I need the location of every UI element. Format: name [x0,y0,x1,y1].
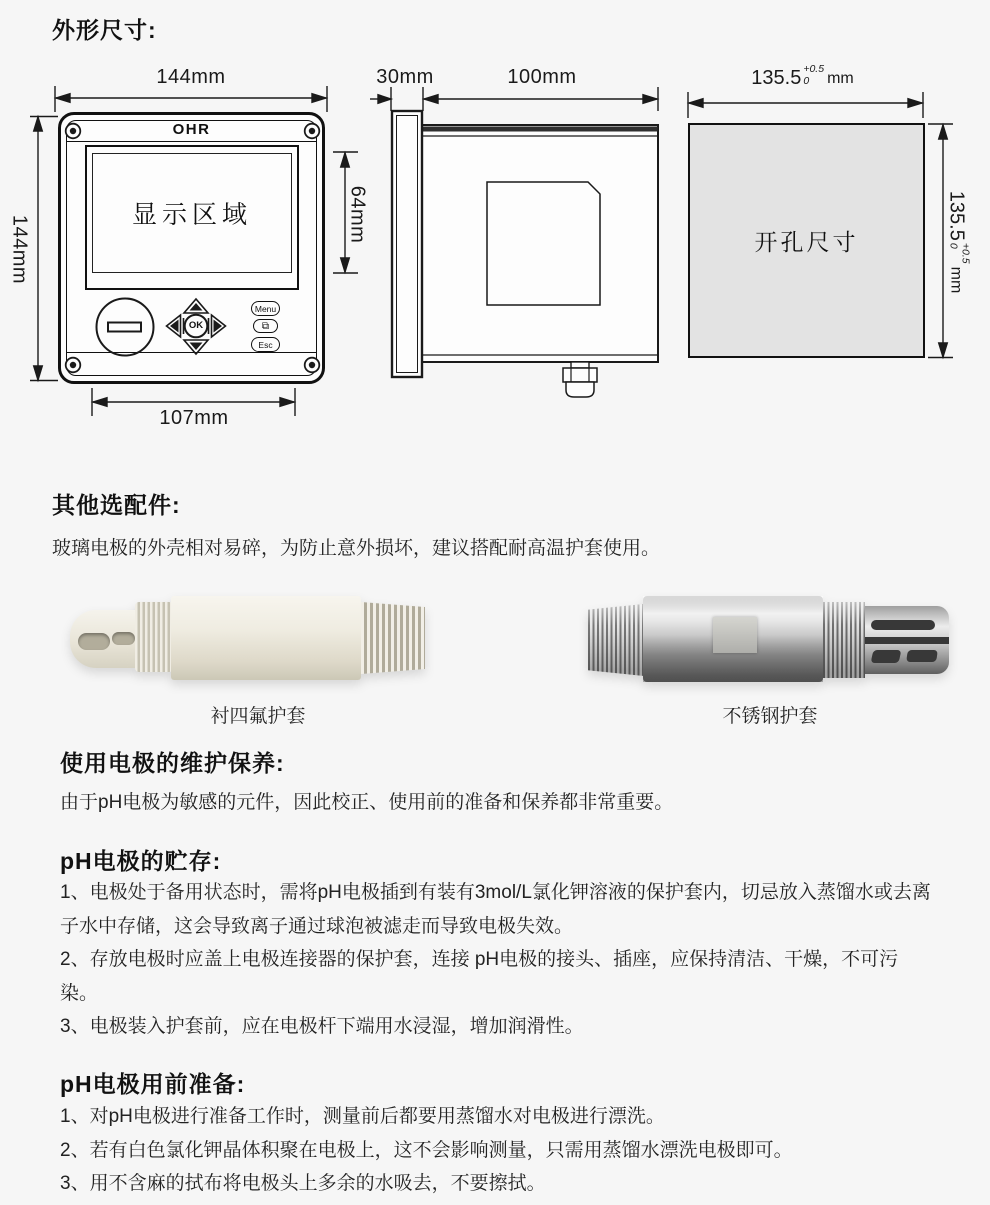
accessories-description: 玻璃电极的外壳相对易碎，为防止意外损坏，建议搭配耐高温护套使用。 [52,538,661,559]
stainless-end-slot [871,620,935,630]
cutout-width-unit: mm [827,69,854,87]
ptfe-tip-slot [112,632,135,645]
dim-cutout-height [946,150,970,335]
side-view-drawing [392,111,658,397]
preparation-title: pH电极用前准备: [60,1071,246,1097]
dim-front-width: 144mm [156,66,226,88]
stainless-end-slot [871,650,902,663]
dim-display-height: 64mm [346,185,369,244]
stainless-sheath-label: 不锈钢护套 [722,706,818,727]
page-switch-key-icon: ⧉ [253,319,278,333]
preparation-list [60,1100,940,1201]
ptfe-sheath-image [55,582,440,687]
ptfe-tip [70,610,140,668]
stainless-sheath-image [585,582,955,687]
section-outline-title: 外形尺寸: [52,17,157,43]
stainless-body-tag [713,617,757,653]
cutout-height-tolerance: +0.5 0 [948,242,972,264]
stainless-body [643,596,823,682]
front-view-top-divider [67,141,316,142]
ptfe-body [171,596,361,680]
ok-key-label: OK [188,320,204,331]
storage-item: 3、电极装入护套前，应在电极杆下端用水浸湿，增加润滑性。 [60,1016,584,1037]
dim-front-height: 144mm [8,214,31,285]
storage-title: pH电极的贮存: [60,848,222,874]
dim-front-bottom-width: 107mm [159,407,229,429]
preparation-item: 2、若有白色氯化钾晶体积聚在电极上，这不会影响测量，只需用蒸馏水漂洗电极即可。 [60,1139,793,1161]
cutout-height-value: 135.5 [945,190,968,241]
ptfe-sheath-label: 衬四氟护套 [210,706,306,727]
preparation-item: 1、对pH电极进行准备工作时，测量前后都要用蒸馏水对电极进行漂洗。 [60,1106,665,1127]
storage-item: 2、存放电极时应盖上电极连接器的保护套，连接 pH电极的接头、插座，应保持清洁、干燥，不可污染。 [60,949,899,1004]
esc-key: Esc [251,337,280,352]
display-area-label: 显示区域 [92,153,292,273]
ptfe-thread-collar [135,602,173,672]
stainless-right-thread [823,602,865,678]
stainless-left-thread [588,604,644,676]
preparation-item: 3、用不含麻的拭布将电极头上多余的水吸去，不要擦拭。 [60,1173,546,1194]
cutout-width-tolerance: +0.5 0 [803,63,825,87]
maintenance-description: 由于pH电极为敏感的元件，因此校正、使用前的准备和保养都非常重要。 [60,792,674,813]
front-view-bottom-divider [67,352,316,353]
brand-logo: OHR [172,121,211,138]
section-maintenance-title: 使用电极的维护保养: [60,750,285,776]
cutout-height-unit: mm [947,266,965,294]
stainless-slotted-end [865,606,949,674]
menu-key: Menu [251,301,280,316]
stainless-end-slot [865,637,949,644]
dim-side-depth: 100mm [507,66,577,88]
stainless-end-slot [906,650,938,662]
section-accessories-title: 其他选配件: [52,492,181,518]
cutout-width-value: 135.5 [751,67,802,90]
dim-side-bezel: 30mm [376,66,434,88]
storage-item: 1、电极处于备用状态时，需将pH电极插到有装有3mol/L氯化钾溶液的保护套内，切忌放入蒸馏水或去离子水中存储，这会导致离子通过球泡被滤走而导致电极失效。 [60,882,931,937]
ptfe-tip-slot [78,633,110,650]
storage-list [60,876,932,1044]
dim-cutout-width [710,64,895,88]
cutout-size-panel: 开孔尺寸 [688,123,925,358]
ptfe-end-thread [361,602,425,674]
